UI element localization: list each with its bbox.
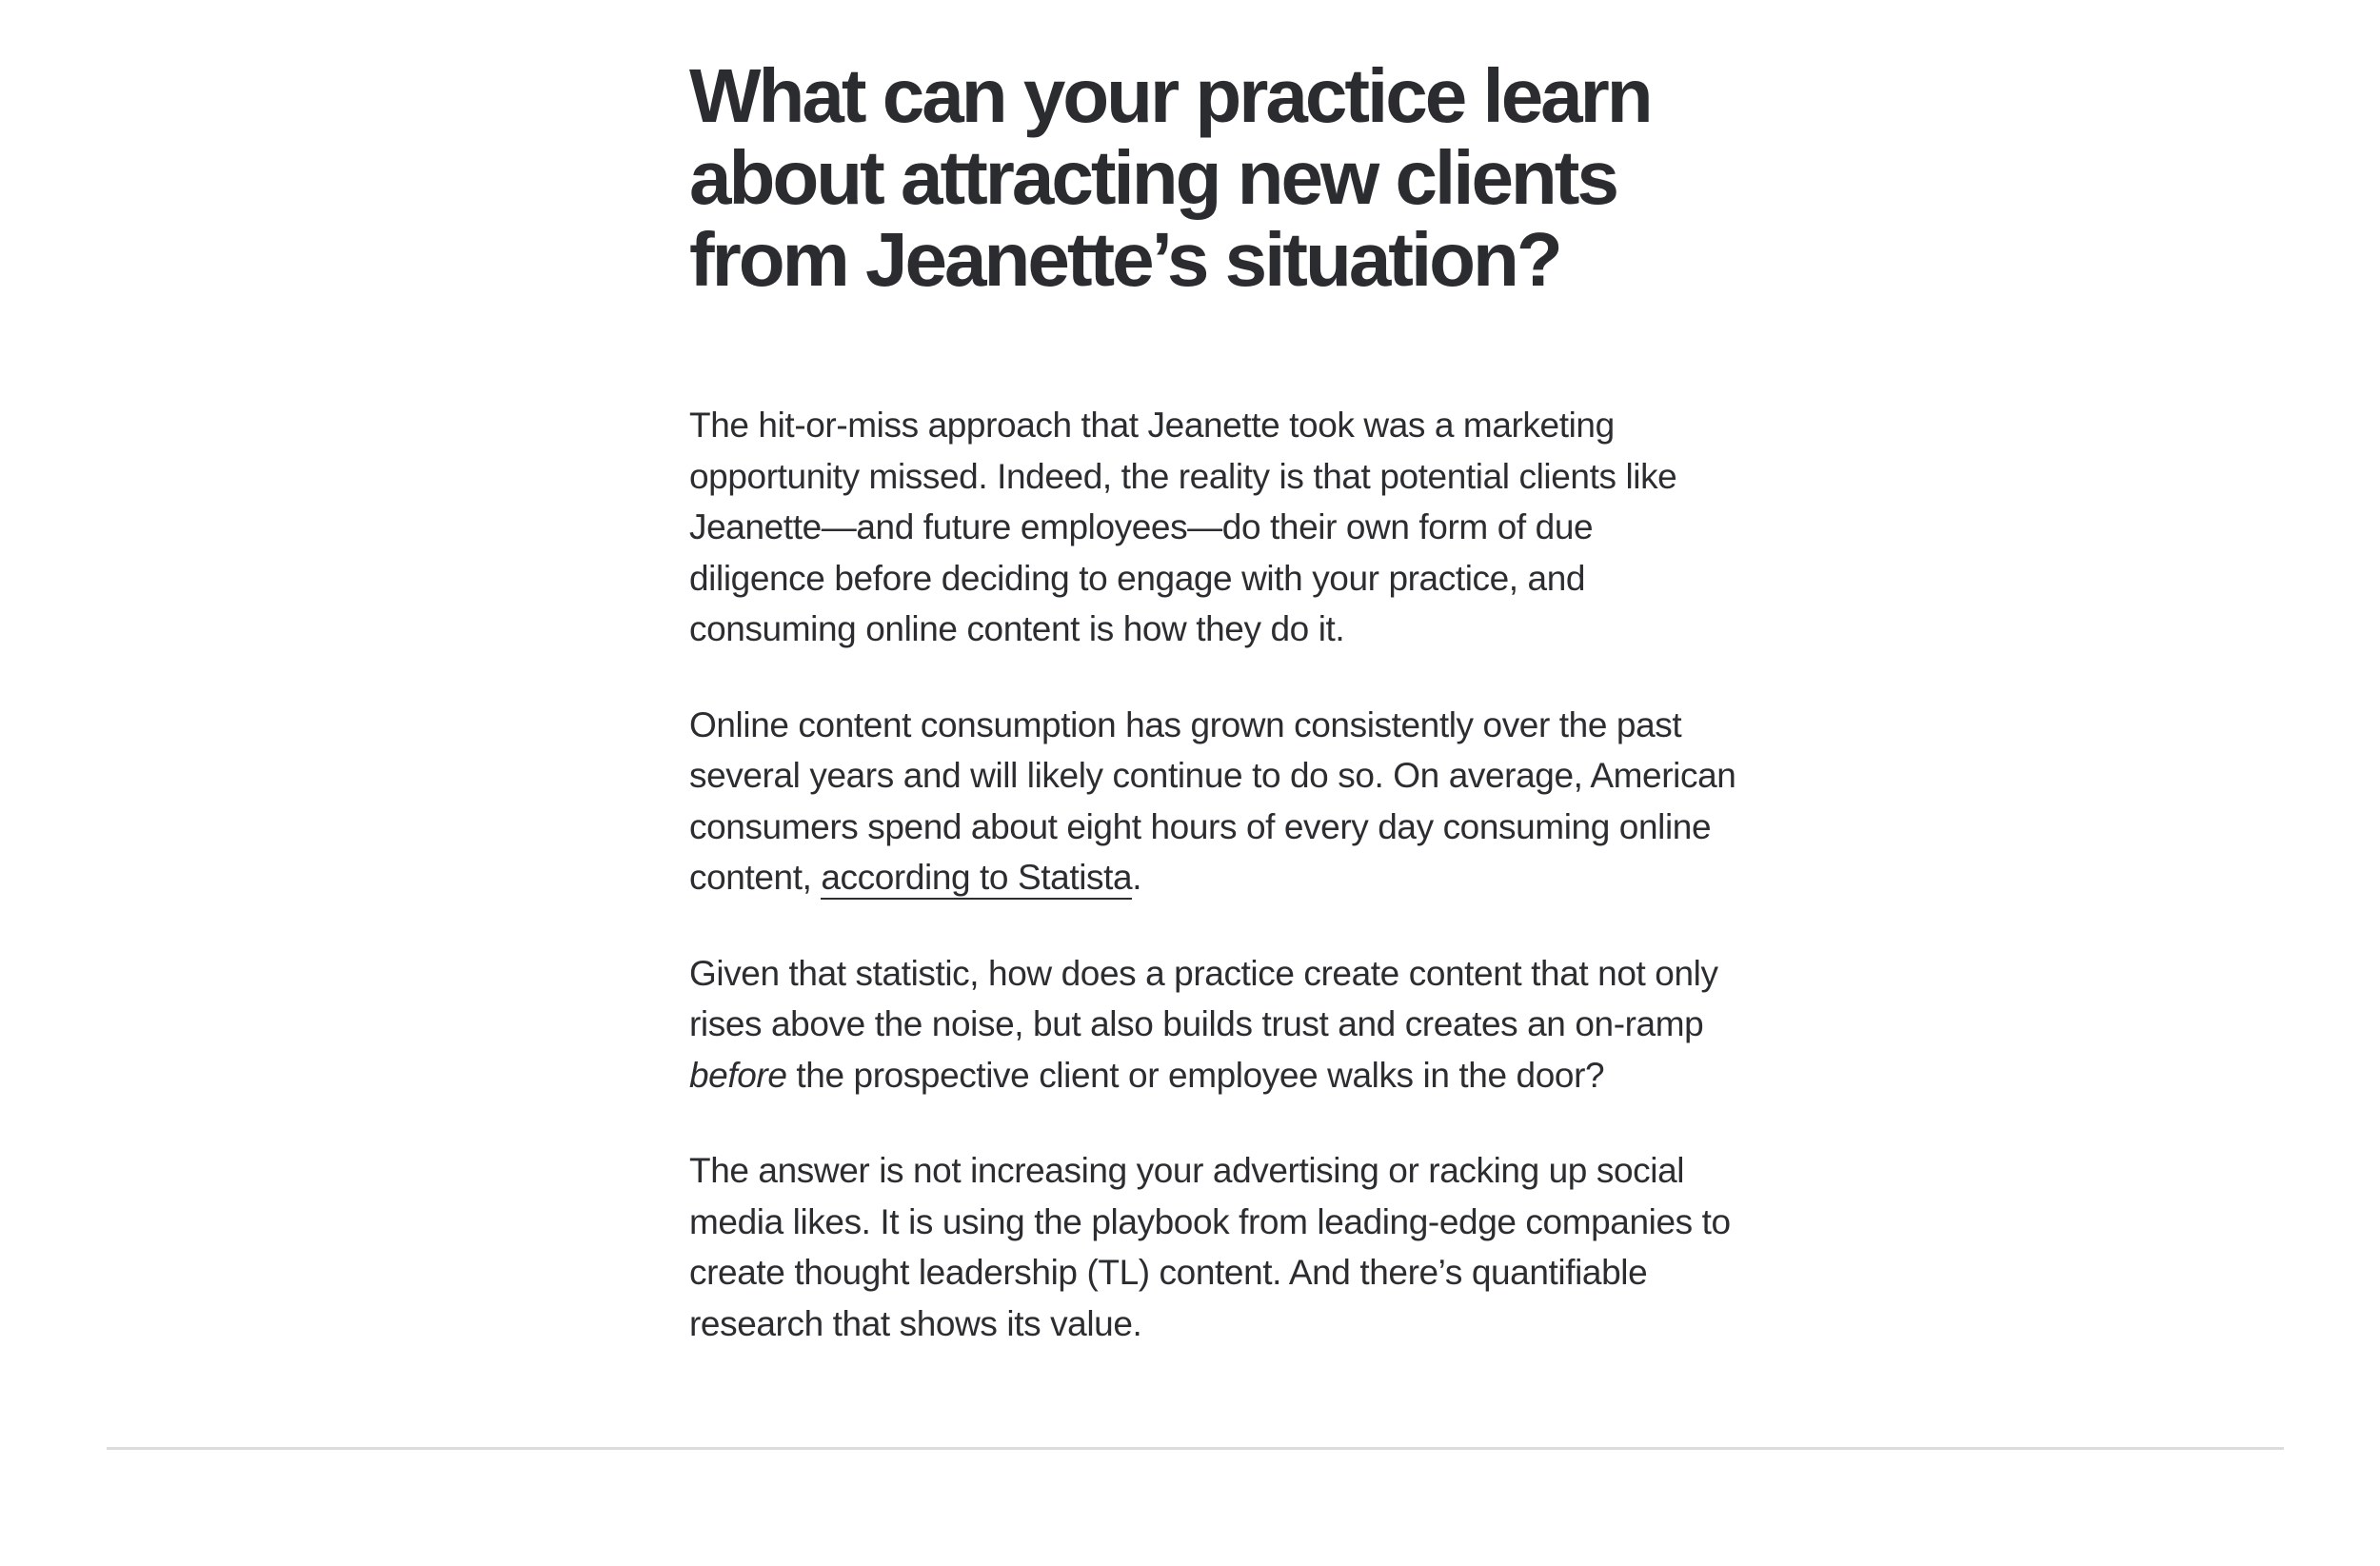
paragraph-2-text: Online content consumption has grown consistently over the past several years and will likely continue to do so. On average, American consumers spend about eight hours of every day consuming online content, (689, 704, 1736, 897)
paragraph-2 (689, 700, 1736, 903)
paragraph-1: The hit-or-miss approach that Jeanette took was a marketing opportunity missed. Indeed, the reality is that potential clients like Jeanette—and future employees—do their own form of due diligence before deciding to engage with your practice, and consuming online content is how they do it. (689, 406, 1677, 648)
article-heading: What can your practice learn about attracting new clients from Jeanette’s situation? (689, 53, 1651, 302)
paragraph-3-end: the prospective client or employee walks in the door? (786, 1055, 1605, 1095)
paragraph-4: The answer is not increasing your advertising or racking up social media likes. It is using the playbook from leading-edge companies to create thought leadership (TL) content. And there’s quantifiable research that shows its value. (689, 1151, 1731, 1343)
paragraph-2-end: . (1132, 858, 1142, 897)
statista-link[interactable]: according to Statista (821, 858, 1132, 900)
article (689, 55, 1736, 1349)
paragraph-3-text: Given that statistic, how does a practice create content that not only rises above the noise, but also builds trust and creates an on-ramp (689, 953, 1718, 1043)
section-divider (107, 1447, 2284, 1450)
article-body (689, 400, 1736, 1349)
paragraph-3-emphasis: before (689, 1055, 787, 1095)
paragraph-3 (689, 948, 1736, 1101)
